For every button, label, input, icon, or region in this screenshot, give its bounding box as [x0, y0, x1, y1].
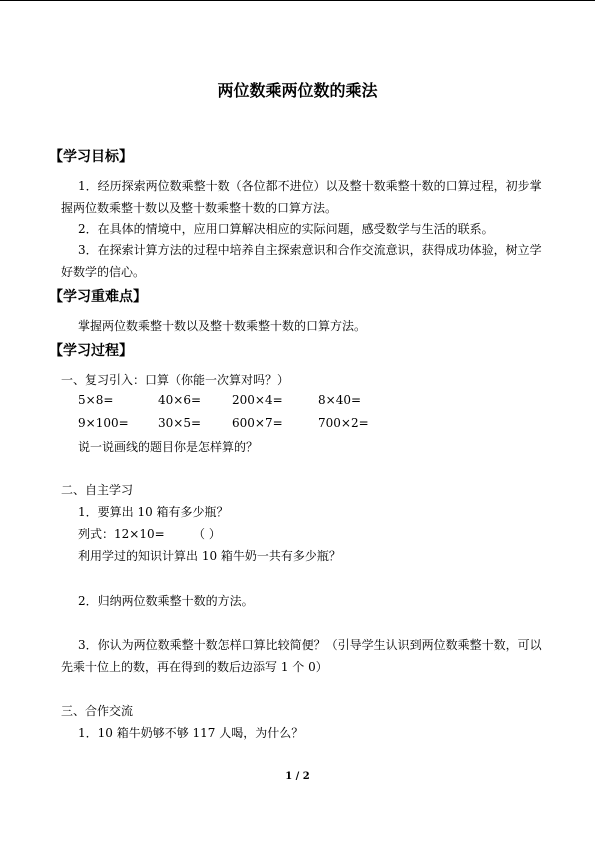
part-1-question: 说一说画线的题目你是怎样算的？: [78, 440, 259, 454]
question-1: 1．要算出 10 箱有多少瓶？: [78, 505, 229, 519]
document-title: 两位数乘两位数的乘法: [217, 81, 378, 100]
part-1-title: 一、复习引入：口算（你能一次算对吗？）: [61, 373, 290, 387]
goal-2: 2．在具体的情境中，应用口算解决相应的实际问题，感受数学与生活的联系。: [78, 222, 494, 236]
goal-3-line-2: 好数学的信心。: [61, 265, 146, 279]
oral-calc-cell: 200×4=: [232, 393, 283, 407]
question-3-line-2: 先乘十位上的数，再在得到的数后边添写 1 个 0）: [61, 660, 328, 674]
question-2: 2．归纳两位数乘整十数的方法。: [78, 594, 254, 608]
oral-calc-cell: 600×7=: [232, 416, 283, 430]
oral-calc-cell: 9×100=: [78, 416, 129, 430]
oral-calc-cell: 30×5=: [158, 416, 202, 430]
goal-1-line-2: 握两位数乘整十数以及整十数乘整十数的口算方法。: [61, 201, 338, 215]
question-1-formula: 列式：12×10=: [78, 527, 165, 541]
goals-heading: 【学习目标】: [49, 149, 133, 165]
process-heading: 【学习过程】: [49, 343, 133, 359]
oral-calc-cell: 700×2=: [318, 416, 369, 430]
question-1-answer-blank: （ ）: [193, 527, 221, 541]
oral-calc-cell: 8×40=: [318, 393, 362, 407]
part-3-question-1: 1．10 箱牛奶够不够 117 人喝，为什么？: [78, 726, 304, 740]
key-points-heading: 【学习重难点】: [49, 289, 147, 305]
part-2-title: 二、自主学习: [61, 483, 134, 497]
part-3-title: 三、合作交流: [61, 704, 134, 718]
oral-calc-cell: 5×8=: [78, 393, 114, 407]
question-3-line-1: 3．你认为两位数乘整十数怎样口算比较简便？（引导学生认识到两位数乘整十数，可以: [78, 638, 542, 652]
oral-calc-cell: 40×6=: [158, 393, 202, 407]
key-points-text: 掌握两位数乘整十数以及整十数乘整十数的口算方法。: [78, 319, 367, 333]
goal-3-line-1: 3．在探索计算方法的过程中培养自主探索意识和合作交流意识，获得成功体验，树立学: [78, 243, 542, 257]
goal-1-line-1: 1．经历探索两位数乘整十数（各位都不进位）以及整十数乘整十数的口算过程，初步掌: [78, 179, 542, 193]
page-number: 1 / 2: [285, 771, 310, 782]
question-1-note: 利用学过的知识计算出 10 箱牛奶一共有多少瓶？: [78, 549, 341, 563]
